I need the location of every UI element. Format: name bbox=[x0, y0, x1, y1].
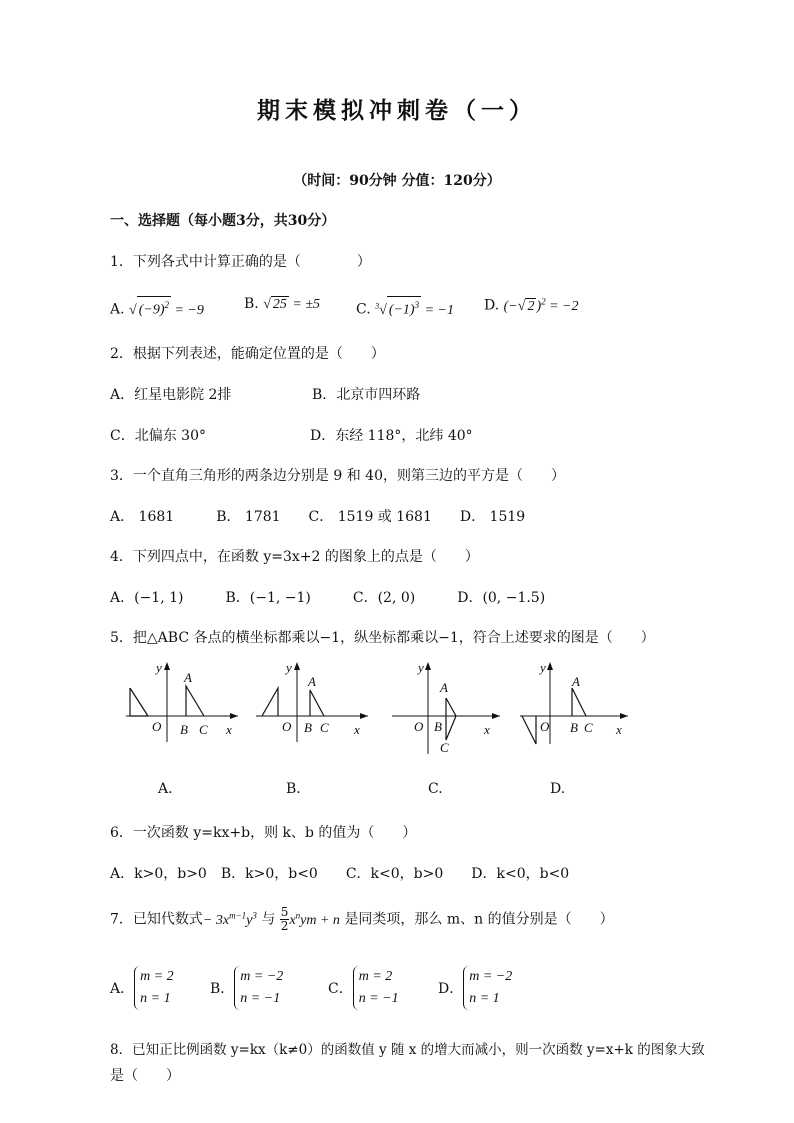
q1-a-rest: = −9 bbox=[170, 302, 204, 318]
q7-expr2-rest: ym + n bbox=[300, 912, 340, 928]
q7-option-c bbox=[328, 966, 399, 1010]
graph-a-origin-label: O bbox=[152, 719, 162, 734]
graph-d-y-label: y bbox=[540, 660, 546, 675]
graph-d-point-a-label: A bbox=[572, 674, 580, 689]
graph-c-point-a-label: A bbox=[440, 680, 448, 695]
q7-a-eq1: m = 2 bbox=[140, 969, 174, 984]
page-title: 期末模拟冲刺卷（一） bbox=[257, 97, 537, 124]
graph-a-point-a-label: A bbox=[184, 670, 192, 685]
graph-c-x-label: x bbox=[484, 722, 490, 737]
q1-option-b: B. √ 25 = ±5 bbox=[244, 296, 321, 312]
exam-info: （时间：90分钟 分值：120分） bbox=[293, 173, 501, 189]
q7-b-label: B． bbox=[210, 981, 235, 997]
q7-d-system bbox=[463, 966, 512, 1010]
q7-a-eq2: n = 1 bbox=[140, 991, 171, 1006]
graph-c-origin-label: O bbox=[414, 719, 424, 734]
q7-a-label: A． bbox=[110, 981, 135, 997]
q5-choice-a: A. bbox=[158, 781, 173, 797]
q6-options: A．k>0，b>0 B．k>0，b<0 C．k<0，b>0 D．k<0，b<0 bbox=[110, 866, 570, 882]
q7-d-eq1: m = −2 bbox=[469, 969, 513, 984]
q7-a-system bbox=[134, 966, 174, 1010]
graph-c-point-c-label: C bbox=[440, 740, 449, 755]
q7-option-b bbox=[210, 966, 283, 1010]
q1-d-inner: 2 bbox=[527, 298, 535, 314]
q7-b-eq2: n = −1 bbox=[240, 991, 281, 1006]
q7-option-a bbox=[110, 966, 174, 1010]
q2-stem: 2．根据下列表述，能确定位置的是（ ） bbox=[110, 346, 385, 362]
q1-option-c: C. $^3$√ $(-1)^3 = -1$ bbox=[356, 296, 454, 319]
q7-frac-den: 2 bbox=[280, 919, 289, 933]
graph-b-origin-label: O bbox=[282, 719, 292, 734]
q7-c-system bbox=[353, 966, 399, 1010]
graph-c-point-b-label: B bbox=[434, 719, 442, 734]
q7-exp1: m−1 bbox=[229, 909, 247, 920]
q7-fraction bbox=[280, 906, 290, 933]
q8-stem-line2: 是（ ） bbox=[110, 1068, 180, 1084]
graph-d-origin-label: O bbox=[540, 719, 550, 734]
q7-d-label: D． bbox=[438, 981, 464, 997]
q1-b-rest: = ±5 bbox=[288, 297, 321, 312]
q7-stem-pre: 7．已知代数式 bbox=[110, 911, 203, 928]
q1-c-root-index: 3 bbox=[375, 301, 380, 310]
graph-a-x-label: x bbox=[226, 722, 232, 737]
q1-d-rest: = −2 bbox=[545, 298, 579, 314]
q2-option-b: B．北京市四环路 bbox=[312, 387, 421, 403]
q2-option-a: A．红星电影院 2排 bbox=[110, 387, 232, 403]
q7-frac-num: 5 bbox=[280, 905, 289, 919]
graph-a-point-c-label: C bbox=[199, 722, 208, 737]
q5-stem: 5．把△ABC 各点的横坐标都乘以−1，纵坐标都乘以−1，符合上述要求的图是（ ） bbox=[110, 630, 655, 646]
q5-choice-c: C. bbox=[428, 781, 443, 797]
q1-a-exp: 2 bbox=[164, 300, 169, 310]
graph-b-x-label: x bbox=[354, 722, 360, 737]
q4-stem: 4．下列四点中，在函数 y=3x+2 的图象上的点是（ ） bbox=[110, 549, 479, 565]
q7-d-eq2: n = 1 bbox=[469, 991, 500, 1006]
q1-c-inner: (−1) bbox=[388, 302, 415, 318]
q1-c-label: C. bbox=[356, 301, 371, 318]
graph-a-point-b-label: B bbox=[180, 722, 188, 737]
q7-expr2-base: x bbox=[289, 912, 296, 928]
q1-a-label: A. bbox=[110, 301, 125, 318]
q7-y-exp: 3 bbox=[252, 909, 257, 920]
q7-c-label: C． bbox=[328, 981, 353, 997]
q1-d-label: D. bbox=[484, 297, 500, 314]
q5-graph-c bbox=[388, 658, 512, 758]
q1-c-rest: = −1 bbox=[421, 302, 454, 318]
graph-b-y-label: y bbox=[286, 660, 292, 675]
q1-b-label: B. bbox=[244, 296, 259, 312]
q1-a-inner: (−9) bbox=[138, 302, 165, 318]
q3-options: A． 1681 B． 1781 C． 1519 或 1681 D． 1519 bbox=[110, 509, 526, 525]
graph-b-point-a-label: A bbox=[308, 674, 316, 689]
q6-stem: 6．一次函数 y=kx+b，则 k、b 的值为（ ） bbox=[110, 825, 417, 841]
q7-stem bbox=[110, 906, 614, 933]
q1-option-a: A. √ $(-9)^2 = -9$ bbox=[110, 296, 204, 319]
graph-a-y-label: y bbox=[156, 660, 162, 675]
q5-graph-a bbox=[122, 658, 246, 742]
q2-option-c: C．北偏东 30° bbox=[110, 428, 206, 444]
graph-b-point-c-label: C bbox=[320, 720, 329, 735]
section-heading: 一、选择题（每小题3分，共30分） bbox=[110, 213, 336, 229]
q5-choice-d: D. bbox=[550, 781, 566, 797]
q5-choice-b: B. bbox=[286, 781, 301, 797]
q4-options: A．(−1, 1) B．(−1, −1) C．(2, 0) D．(0, −1.5) bbox=[110, 590, 546, 606]
q5-graph-d bbox=[516, 658, 640, 748]
q7-c-eq1: m = 2 bbox=[358, 969, 393, 984]
q1-c-exp: 3 bbox=[414, 300, 420, 310]
q1-option-d: D. (−√ 2 )$^2$ = −2 bbox=[484, 296, 579, 314]
q3-stem: 3．一个直角三角形的两条边分别是 9 和 40，则第三边的平方是（ ） bbox=[110, 468, 565, 484]
q1-d-post: ) bbox=[536, 298, 542, 314]
graph-c-y-label: y bbox=[418, 660, 424, 675]
q7-y-base: y bbox=[246, 912, 253, 928]
q1-d-pre: (− bbox=[503, 298, 518, 314]
q1-b-inner: 25 bbox=[272, 297, 287, 312]
graph-d-point-c-label: C bbox=[584, 720, 593, 735]
q5-graph-b bbox=[252, 658, 376, 742]
graph-d-point-b-label: B bbox=[570, 720, 578, 735]
graph-d-x-label: x bbox=[616, 722, 622, 737]
q2-option-d: D．东经 118°，北纬 40° bbox=[310, 428, 473, 444]
q1-d-exp: 2 bbox=[541, 296, 546, 306]
graph-b-point-b-label: B bbox=[304, 720, 312, 735]
q7-expr1: − 3x bbox=[202, 912, 230, 928]
q7-c-eq2: n = −1 bbox=[358, 991, 399, 1006]
q7-stem-post: 是同类项，那么 m、n 的值分别是（ ） bbox=[339, 911, 614, 928]
q7-b-system bbox=[234, 966, 283, 1010]
q8-stem-line1: 8．已知正比例函数 y=kx（k≠0）的函数值 y 随 x 的增大而减小，则一次函数 y=x+k 的图象大致 bbox=[110, 1042, 705, 1058]
q7-with: 与 bbox=[256, 911, 280, 928]
q1-stem: 1．下列各式中计算正确的是（ ） bbox=[110, 254, 371, 270]
q7-b-eq1: m = −2 bbox=[240, 969, 284, 984]
q7-expr2-exp: n bbox=[295, 909, 301, 920]
q7-option-d bbox=[438, 966, 512, 1010]
